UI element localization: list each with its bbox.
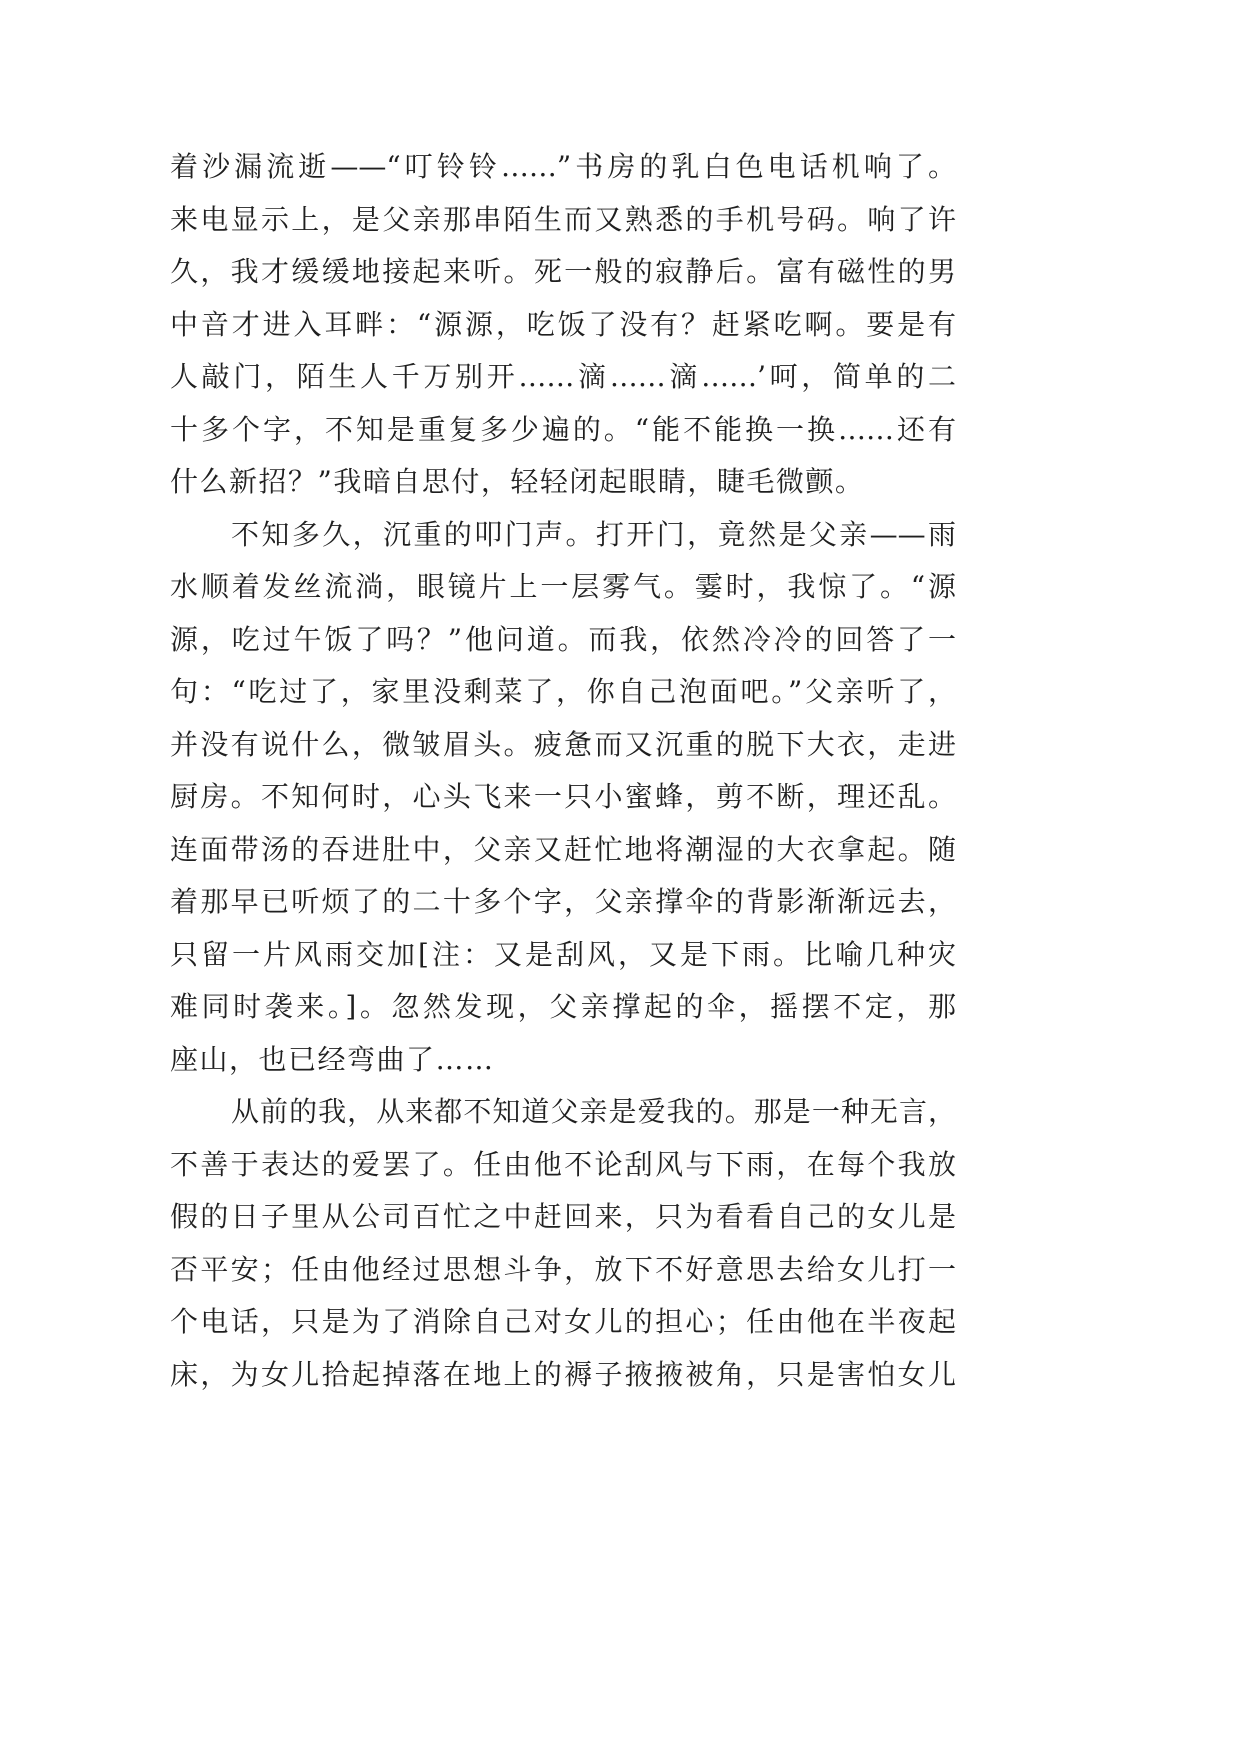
paragraph [170,1086,956,1401]
text-line: 难同时袭来。]。忽然发现，父亲撑起的伞，摇摆不定，那 [170,990,956,1023]
text-line: 着沙漏流逝——“叮铃铃……”书房的乳白色电话机响了。 [170,150,956,183]
text-line: 厨房。不知何时，心头飞来一只小蜜蜂，剪不断，理还乱。 [170,780,956,813]
text-line: 个电话，只是为了消除自己对女儿的担心；任由他在半夜起 [170,1305,956,1338]
text-line: 十多个字，不知是重复多少遍的。“能不能换一换……还有 [170,412,956,446]
paragraph [170,141,956,509]
text-line: 句：“吃过了，家里没剩菜了，你自己泡面吧。”父亲听了， [170,675,956,708]
text-line: 人敲门，陌生人千万别开……滴……滴……’呵，简单的二 [170,360,956,393]
text-line: 只留一片风雨交加[注：又是刮风，又是下雨。比喻几种灾 [170,937,956,971]
text-line: 着那早已听烦了的二十多个字，父亲撑伞的背影渐渐远去， [170,885,956,918]
text-line: 连面带汤的吞进肚中，父亲又赶忙地将潮湿的大衣拿起。随 [170,832,956,866]
text-line: 来电显示上，是父亲那串陌生而又熟悉的手机号码。响了许 [170,202,956,236]
text-line: 否平安；任由他经过思想斗争，放下不好意思去给女儿打一 [170,1252,956,1286]
text-line: 什么新招？”我暗自思付，轻轻闭起眼睛，睫毛微颤。 [170,465,865,498]
text-line: 床，为女儿拾起掉落在地上的褥子掖掖被角，只是害怕女儿 [170,1357,956,1391]
text-line: 不善于表达的爱罢了。任由他不论刮风与下雨，在每个我放 [170,1147,956,1181]
text-line: 源，吃过午饭了吗？”他问道。而我，依然冷冷的回答了一 [170,622,956,656]
text-line: 假的日子里从公司百忙之中赶回来，只为看看自己的女儿是 [170,1200,956,1233]
text-line: 并没有说什么，微皱眉头。疲惫而又沉重的脱下大衣，走进 [170,727,956,761]
text-line: 水顺着发丝流淌，眼镜片上一层雾气。霎时，我惊了。“源 [170,570,956,603]
text-line: 久，我才缓缓地接起来听。死一般的寂静后。富有磁性的男 [170,255,956,288]
paragraph [170,509,956,1087]
text-line: 中音才进入耳畔：“源源，吃饭了没有？赶紧吃啊。要是有 [170,307,956,341]
text-line: 从前的我，从来都不知道父亲是爱我的。那是一种无言， [231,1095,956,1128]
document-body [170,141,956,1401]
text-line: 不知多久，沉重的叩门声。打开门，竟然是父亲——雨 [231,517,956,551]
text-line: 座山，也已经弯曲了…… [170,1042,495,1076]
